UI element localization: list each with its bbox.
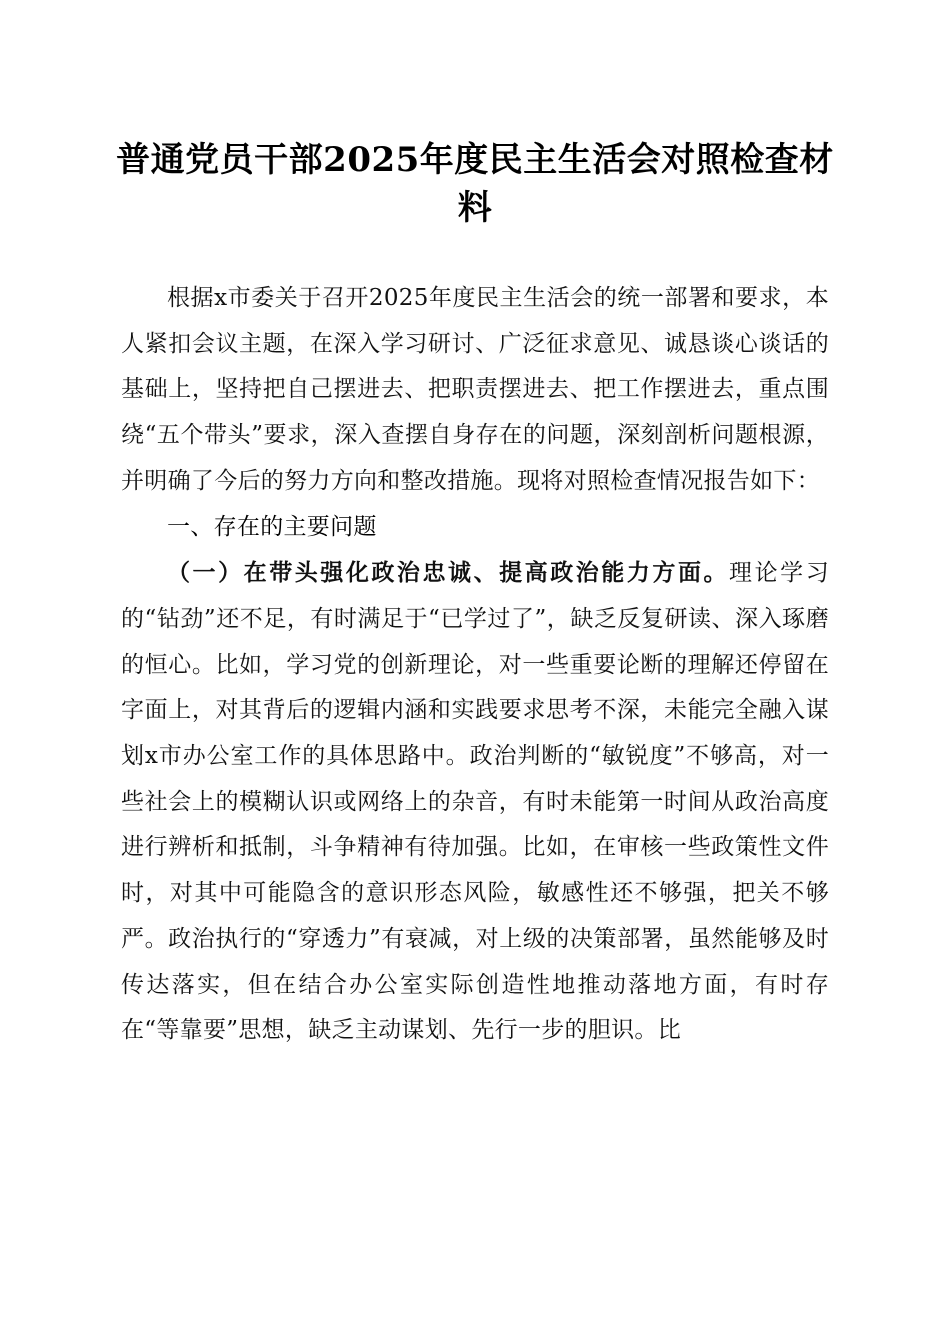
subsection-text: 理论学习的“钻劲”还不足，有时满足于“已学过了”，缺乏反复研读、深入琢磨的恒心。比如，学习党的创新理论，对一些重要论断的理解还停留在字面上，对其背后的逻辑内涵和实践要求思考不深，未能完全融入谋划x市办公室工作的具体思路中。政治判断的“敏锐度”不够高，对一些社会上的模糊认识或网络上的杂音，有时未能第一时间从政治高度进行辨析和抵制，斗争精神有待加强。比如，在审核一些政策性文件时，对其中可能隐含的意识形态风险，敏感性还不够强，把关不够严。政治执行的“穿透力”有衰减，对上级的决策部署，虽然能够及时传达落实，但在结合办公室实际创造性地推动落地方面，有时存在“等靠要”思想，缺乏主动谋划、先行一步的胆识。比 <box>121 560 829 1044</box>
document-body <box>121 276 829 1054</box>
document-title: 普通党员干部2025年度民主生活会对照检查材料 <box>116 140 834 228</box>
intro-paragraph: 根据x市委关于召开2025年度民主生活会的统一部署和要求，本人紧扣会议主题，在深入学习研讨、广泛征求意见、诚恳谈心谈话的基础上，坚持把自己摆进去、把职责摆进去、把工作摆进去，重点围绕“五个带头”要求，深入查摆自身存在的问题，深刻剖析问题根源，并明确了今后的努力方向和整改措施。现将对照检查情况报告如下： <box>121 285 829 494</box>
subsection-paragraph <box>121 550 829 1054</box>
section-heading: 一、存在的主要问题 <box>167 513 377 540</box>
subsection-heading: （一）在带头强化政治忠诚、提高政治能力方面。 <box>167 559 730 587</box>
